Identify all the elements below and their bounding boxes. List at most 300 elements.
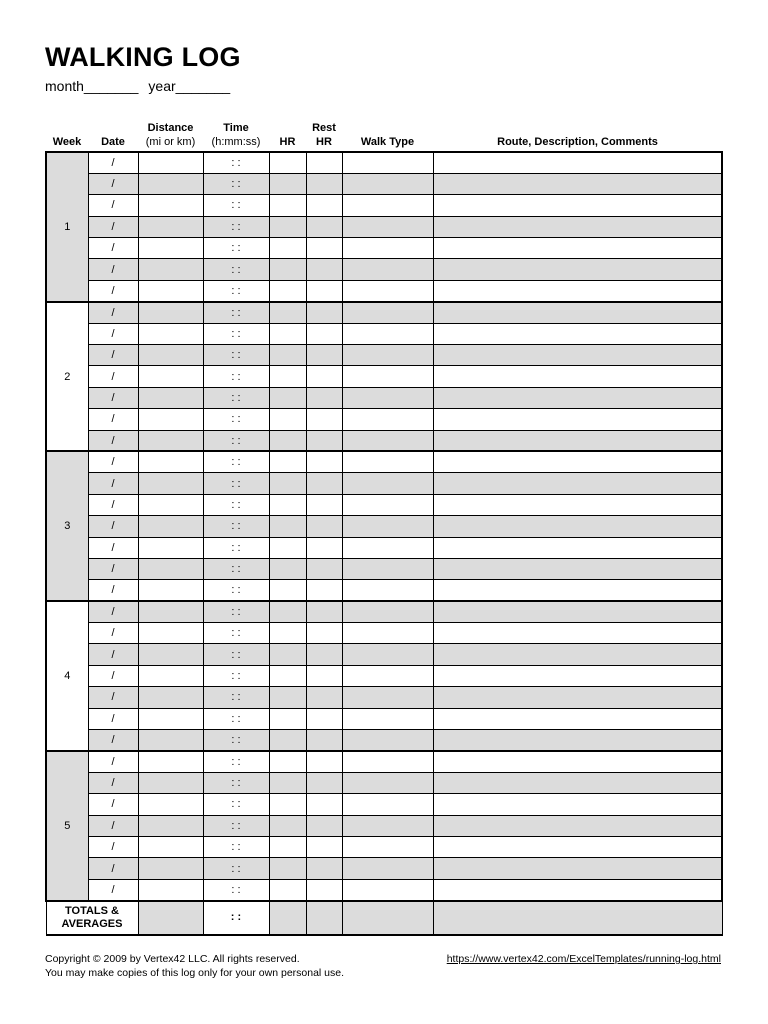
- distance-cell[interactable]: [138, 173, 203, 194]
- hr-cell[interactable]: [269, 173, 306, 194]
- distance-cell[interactable]: [138, 473, 203, 494]
- hr-cell[interactable]: [269, 152, 306, 173]
- hr-cell[interactable]: [269, 537, 306, 558]
- time-cell[interactable]: : :: [203, 152, 269, 173]
- walk-type-cell[interactable]: [342, 409, 433, 430]
- distance-cell[interactable]: [138, 879, 203, 900]
- rest-hr-cell[interactable]: [306, 623, 342, 644]
- table-row: [46, 794, 722, 815]
- header-week: Week: [52, 136, 82, 148]
- rest-hr-cell[interactable]: [306, 730, 342, 751]
- distance-cell[interactable]: [138, 858, 203, 879]
- table-row: [46, 730, 722, 751]
- walk-type-cell[interactable]: [342, 580, 433, 601]
- time-cell[interactable]: : :: [203, 623, 269, 644]
- walk-type-cell[interactable]: [342, 173, 433, 194]
- route-cell[interactable]: [433, 879, 722, 900]
- rest-hr-cell[interactable]: [306, 387, 342, 408]
- route-cell[interactable]: [433, 730, 722, 751]
- totals-time-cell[interactable]: : :: [203, 901, 269, 935]
- table-row: [46, 345, 722, 366]
- time-cell[interactable]: : :: [203, 216, 269, 237]
- table-row: [46, 580, 722, 601]
- date-cell[interactable]: /: [88, 473, 138, 494]
- rest-hr-cell[interactable]: [306, 280, 342, 301]
- route-cell[interactable]: [433, 580, 722, 601]
- date-cell[interactable]: /: [88, 730, 138, 751]
- hr-cell[interactable]: [269, 751, 306, 772]
- hr-cell[interactable]: [269, 644, 306, 665]
- route-cell[interactable]: [433, 345, 722, 366]
- walk-type-cell[interactable]: [342, 473, 433, 494]
- header-rest-hr: [306, 120, 342, 152]
- time-cell[interactable]: : :: [203, 387, 269, 408]
- route-cell[interactable]: [433, 409, 722, 430]
- hr-cell[interactable]: [269, 280, 306, 301]
- table-row: [46, 879, 722, 900]
- walk-type-cell[interactable]: [342, 152, 433, 173]
- date-cell[interactable]: /: [88, 772, 138, 793]
- route-cell[interactable]: [433, 366, 722, 387]
- route-cell[interactable]: [433, 195, 722, 216]
- rest-hr-cell[interactable]: [306, 516, 342, 537]
- walk-type-cell[interactable]: [342, 837, 433, 858]
- footer-copyright: [45, 952, 344, 980]
- header-time: [203, 120, 269, 152]
- table-row: [46, 173, 722, 194]
- route-cell[interactable]: [433, 430, 722, 451]
- rest-hr-cell[interactable]: [306, 302, 342, 323]
- time-cell[interactable]: : :: [203, 794, 269, 815]
- table-row: [46, 430, 722, 451]
- date-cell[interactable]: /: [88, 259, 138, 280]
- header-distance: [138, 120, 203, 152]
- walk-type-cell[interactable]: [342, 280, 433, 301]
- time-cell[interactable]: : :: [203, 323, 269, 344]
- date-cell[interactable]: /: [88, 302, 138, 323]
- hr-cell[interactable]: [269, 387, 306, 408]
- route-cell[interactable]: [433, 152, 722, 173]
- month-field[interactable]: month_______: [45, 78, 139, 94]
- date-cell[interactable]: /: [88, 708, 138, 729]
- date-cell[interactable]: /: [88, 558, 138, 579]
- distance-cell[interactable]: [138, 516, 203, 537]
- rest-hr-cell[interactable]: [306, 644, 342, 665]
- walk-type-cell[interactable]: [342, 558, 433, 579]
- hr-cell[interactable]: [269, 516, 306, 537]
- distance-cell[interactable]: [138, 259, 203, 280]
- hr-cell[interactable]: [269, 430, 306, 451]
- distance-cell[interactable]: [138, 345, 203, 366]
- hr-cell[interactable]: [269, 687, 306, 708]
- rest-hr-cell[interactable]: [306, 259, 342, 280]
- time-cell[interactable]: : :: [203, 730, 269, 751]
- distance-cell[interactable]: [138, 623, 203, 644]
- route-cell[interactable]: [433, 794, 722, 815]
- rest-hr-cell[interactable]: [306, 430, 342, 451]
- walk-type-cell[interactable]: [342, 623, 433, 644]
- rest-hr-cell[interactable]: [306, 451, 342, 472]
- time-cell[interactable]: : :: [203, 537, 269, 558]
- walk-type-cell[interactable]: [342, 708, 433, 729]
- date-cell[interactable]: /: [88, 815, 138, 836]
- time-cell[interactable]: : :: [203, 259, 269, 280]
- date-cell[interactable]: /: [88, 152, 138, 173]
- date-cell[interactable]: /: [88, 238, 138, 259]
- totals-label-line2: AVERAGES: [61, 917, 123, 930]
- hr-cell[interactable]: [269, 665, 306, 686]
- time-cell[interactable]: : :: [203, 430, 269, 451]
- walk-type-cell[interactable]: [342, 323, 433, 344]
- distance-cell[interactable]: [138, 601, 203, 622]
- date-cell[interactable]: /: [88, 537, 138, 558]
- distance-cell[interactable]: [138, 644, 203, 665]
- hr-cell[interactable]: [269, 708, 306, 729]
- rest-hr-cell[interactable]: [306, 580, 342, 601]
- walk-type-cell[interactable]: [342, 879, 433, 900]
- table-row: [46, 772, 722, 793]
- usage-text: You may make copies of this log only for your own personal use.: [45, 967, 345, 979]
- time-cell[interactable]: : :: [203, 238, 269, 259]
- rest-hr-cell[interactable]: [306, 366, 342, 387]
- date-cell[interactable]: /: [88, 858, 138, 879]
- footer-url-link[interactable]: https://www.vertex42.com/ExcelTemplates/running-log.html: [446, 953, 721, 965]
- walk-type-cell[interactable]: [342, 815, 433, 836]
- walk-type-cell[interactable]: [342, 195, 433, 216]
- table-row: [46, 558, 722, 579]
- distance-cell[interactable]: [138, 580, 203, 601]
- distance-cell[interactable]: [138, 494, 203, 515]
- table-row: [46, 302, 722, 323]
- rest-hr-cell[interactable]: [306, 708, 342, 729]
- rest-hr-cell[interactable]: [306, 558, 342, 579]
- table-row: [46, 238, 722, 259]
- route-cell[interactable]: [433, 238, 722, 259]
- walk-type-cell[interactable]: [342, 430, 433, 451]
- hr-cell[interactable]: [269, 858, 306, 879]
- header-distance-label: Distance: [147, 122, 194, 134]
- route-cell[interactable]: [433, 815, 722, 836]
- route-cell[interactable]: [433, 516, 722, 537]
- distance-cell[interactable]: [138, 430, 203, 451]
- walk-type-cell[interactable]: [342, 730, 433, 751]
- date-cell[interactable]: /: [88, 323, 138, 344]
- hr-cell[interactable]: [269, 772, 306, 793]
- date-cell[interactable]: /: [88, 451, 138, 472]
- date-cell[interactable]: /: [88, 516, 138, 537]
- rest-hr-cell[interactable]: [306, 794, 342, 815]
- time-cell[interactable]: : :: [203, 687, 269, 708]
- date-cell[interactable]: /: [88, 837, 138, 858]
- table-row: [46, 216, 722, 237]
- time-cell[interactable]: : :: [203, 302, 269, 323]
- route-cell[interactable]: [433, 216, 722, 237]
- rest-hr-cell[interactable]: [306, 772, 342, 793]
- time-cell[interactable]: : :: [203, 644, 269, 665]
- distance-cell[interactable]: [138, 366, 203, 387]
- date-cell[interactable]: /: [88, 601, 138, 622]
- totals-hr-cell[interactable]: [269, 901, 306, 935]
- walk-type-cell[interactable]: [342, 665, 433, 686]
- date-cell[interactable]: /: [88, 387, 138, 408]
- distance-cell[interactable]: [138, 216, 203, 237]
- table-row: [46, 409, 722, 430]
- rest-hr-cell[interactable]: [306, 879, 342, 900]
- rest-hr-cell[interactable]: [306, 858, 342, 879]
- hr-cell[interactable]: [269, 815, 306, 836]
- rest-hr-cell[interactable]: [306, 537, 342, 558]
- table-row: [46, 259, 722, 280]
- rest-hr-cell[interactable]: [306, 687, 342, 708]
- walk-type-cell[interactable]: [342, 537, 433, 558]
- distance-cell[interactable]: [138, 815, 203, 836]
- table-row: [46, 451, 722, 472]
- walk-type-cell[interactable]: [342, 451, 433, 472]
- time-cell[interactable]: : :: [203, 580, 269, 601]
- hr-cell[interactable]: [269, 409, 306, 430]
- date-cell[interactable]: /: [88, 345, 138, 366]
- header-date: Date: [101, 136, 125, 148]
- rest-hr-cell[interactable]: [306, 601, 342, 622]
- walk-type-cell[interactable]: [342, 302, 433, 323]
- walk-type-cell[interactable]: [342, 644, 433, 665]
- route-cell[interactable]: [433, 772, 722, 793]
- header-rest-hr-label: HR: [316, 136, 332, 148]
- distance-cell[interactable]: [138, 708, 203, 729]
- route-cell[interactable]: [433, 623, 722, 644]
- route-cell[interactable]: [433, 451, 722, 472]
- walk-type-cell[interactable]: [342, 516, 433, 537]
- time-cell[interactable]: : :: [203, 451, 269, 472]
- walk-type-cell[interactable]: [342, 259, 433, 280]
- route-cell[interactable]: [433, 665, 722, 686]
- time-cell[interactable]: : :: [203, 473, 269, 494]
- time-cell[interactable]: : :: [203, 558, 269, 579]
- hr-cell[interactable]: [269, 238, 306, 259]
- walk-type-cell[interactable]: [342, 772, 433, 793]
- distance-cell[interactable]: [138, 751, 203, 772]
- time-cell[interactable]: : :: [203, 815, 269, 836]
- week-number-cell: 2: [46, 302, 88, 452]
- rest-hr-cell[interactable]: [306, 195, 342, 216]
- header-time-format: (h:mm:ss): [211, 136, 261, 148]
- header-distance-unit: (mi or km): [145, 136, 196, 148]
- totals-walk-type-cell[interactable]: [342, 901, 433, 935]
- hr-cell[interactable]: [269, 730, 306, 751]
- time-cell[interactable]: : :: [203, 516, 269, 537]
- hr-cell[interactable]: [269, 580, 306, 601]
- walk-type-cell[interactable]: [342, 601, 433, 622]
- distance-cell[interactable]: [138, 772, 203, 793]
- table-row: [46, 387, 722, 408]
- route-cell[interactable]: [433, 537, 722, 558]
- hr-cell[interactable]: [269, 259, 306, 280]
- time-cell[interactable]: : :: [203, 280, 269, 301]
- date-cell[interactable]: /: [88, 665, 138, 686]
- route-cell[interactable]: [433, 751, 722, 772]
- route-cell[interactable]: [433, 708, 722, 729]
- hr-cell[interactable]: [269, 837, 306, 858]
- time-cell[interactable]: : :: [203, 494, 269, 515]
- time-cell[interactable]: : :: [203, 173, 269, 194]
- rest-hr-cell[interactable]: [306, 815, 342, 836]
- route-cell[interactable]: [433, 558, 722, 579]
- table-row: [46, 751, 722, 772]
- time-cell[interactable]: : :: [203, 601, 269, 622]
- distance-cell[interactable]: [138, 730, 203, 751]
- date-cell[interactable]: /: [88, 580, 138, 601]
- table-row: [46, 858, 722, 879]
- distance-cell[interactable]: [138, 409, 203, 430]
- date-cell[interactable]: /: [88, 216, 138, 237]
- route-cell[interactable]: [433, 473, 722, 494]
- log-body: [46, 152, 722, 901]
- walk-type-cell[interactable]: [342, 238, 433, 259]
- table-row: [46, 195, 722, 216]
- distance-cell[interactable]: [138, 387, 203, 408]
- header-rest-label: Rest: [312, 122, 336, 134]
- distance-cell[interactable]: [138, 537, 203, 558]
- hr-cell[interactable]: [269, 794, 306, 815]
- table-row: [46, 644, 722, 665]
- rest-hr-cell[interactable]: [306, 751, 342, 772]
- walk-type-cell[interactable]: [342, 794, 433, 815]
- rest-hr-cell[interactable]: [306, 238, 342, 259]
- totals-route-cell[interactable]: [433, 901, 722, 935]
- totals-row: [46, 901, 722, 935]
- hr-cell[interactable]: [269, 558, 306, 579]
- rest-hr-cell[interactable]: [306, 665, 342, 686]
- date-cell[interactable]: /: [88, 494, 138, 515]
- date-cell[interactable]: /: [88, 879, 138, 900]
- hr-cell[interactable]: [269, 494, 306, 515]
- distance-cell[interactable]: [138, 794, 203, 815]
- time-cell[interactable]: : :: [203, 665, 269, 686]
- route-cell[interactable]: [433, 601, 722, 622]
- date-cell[interactable]: /: [88, 794, 138, 815]
- rest-hr-cell[interactable]: [306, 173, 342, 194]
- time-cell[interactable]: : :: [203, 708, 269, 729]
- table-row: [46, 623, 722, 644]
- rest-hr-cell[interactable]: [306, 216, 342, 237]
- time-cell[interactable]: : :: [203, 409, 269, 430]
- table-row: [46, 837, 722, 858]
- route-cell[interactable]: [433, 387, 722, 408]
- rest-hr-cell[interactable]: [306, 409, 342, 430]
- distance-cell[interactable]: [138, 302, 203, 323]
- table-row: [46, 280, 722, 301]
- date-cell[interactable]: /: [88, 173, 138, 194]
- time-cell[interactable]: : :: [203, 772, 269, 793]
- hr-cell[interactable]: [269, 216, 306, 237]
- month-year-line: [45, 78, 230, 94]
- week-number-cell: 4: [46, 601, 88, 751]
- time-cell[interactable]: : :: [203, 195, 269, 216]
- date-cell[interactable]: /: [88, 366, 138, 387]
- hr-cell[interactable]: [269, 623, 306, 644]
- table-row: [46, 366, 722, 387]
- date-cell[interactable]: /: [88, 644, 138, 665]
- rest-hr-cell[interactable]: [306, 152, 342, 173]
- walk-type-cell[interactable]: [342, 858, 433, 879]
- rest-hr-cell[interactable]: [306, 837, 342, 858]
- hr-cell[interactable]: [269, 366, 306, 387]
- date-cell[interactable]: /: [88, 195, 138, 216]
- date-cell[interactable]: /: [88, 280, 138, 301]
- date-cell[interactable]: /: [88, 409, 138, 430]
- totals-distance-cell[interactable]: [138, 901, 203, 935]
- walk-type-cell[interactable]: [342, 494, 433, 515]
- route-cell[interactable]: [433, 644, 722, 665]
- hr-cell[interactable]: [269, 451, 306, 472]
- time-cell[interactable]: : :: [203, 858, 269, 879]
- route-cell[interactable]: [433, 259, 722, 280]
- distance-cell[interactable]: [138, 837, 203, 858]
- time-cell[interactable]: : :: [203, 879, 269, 900]
- date-cell[interactable]: /: [88, 623, 138, 644]
- route-cell[interactable]: [433, 837, 722, 858]
- rest-hr-cell[interactable]: [306, 345, 342, 366]
- hr-cell[interactable]: [269, 345, 306, 366]
- hr-cell[interactable]: [269, 302, 306, 323]
- time-cell[interactable]: : :: [203, 345, 269, 366]
- distance-cell[interactable]: [138, 558, 203, 579]
- route-cell[interactable]: [433, 858, 722, 879]
- walk-type-cell[interactable]: [342, 345, 433, 366]
- walk-type-cell[interactable]: [342, 366, 433, 387]
- route-cell[interactable]: [433, 173, 722, 194]
- route-cell[interactable]: [433, 494, 722, 515]
- walk-type-cell[interactable]: [342, 387, 433, 408]
- hr-cell[interactable]: [269, 473, 306, 494]
- walking-log-table: [45, 120, 723, 936]
- totals-rest-hr-cell[interactable]: [306, 901, 342, 935]
- hr-cell[interactable]: [269, 195, 306, 216]
- distance-cell[interactable]: [138, 451, 203, 472]
- hr-cell[interactable]: [269, 601, 306, 622]
- rest-hr-cell[interactable]: [306, 473, 342, 494]
- time-cell[interactable]: : :: [203, 366, 269, 387]
- header-route: Route, Description, Comments: [497, 136, 658, 148]
- table-row: [46, 815, 722, 836]
- route-cell[interactable]: [433, 323, 722, 344]
- distance-cell[interactable]: [138, 323, 203, 344]
- distance-cell[interactable]: [138, 152, 203, 173]
- walk-type-cell[interactable]: [342, 216, 433, 237]
- date-cell[interactable]: /: [88, 430, 138, 451]
- hr-cell[interactable]: [269, 879, 306, 900]
- rest-hr-cell[interactable]: [306, 323, 342, 344]
- route-cell[interactable]: [433, 302, 722, 323]
- time-cell[interactable]: : :: [203, 751, 269, 772]
- time-cell[interactable]: : :: [203, 837, 269, 858]
- distance-cell[interactable]: [138, 195, 203, 216]
- route-cell[interactable]: [433, 687, 722, 708]
- hr-cell[interactable]: [269, 323, 306, 344]
- date-cell[interactable]: /: [88, 751, 138, 772]
- year-field[interactable]: year_______: [148, 78, 231, 94]
- distance-cell[interactable]: [138, 238, 203, 259]
- walk-type-cell[interactable]: [342, 687, 433, 708]
- rest-hr-cell[interactable]: [306, 494, 342, 515]
- distance-cell[interactable]: [138, 687, 203, 708]
- walk-type-cell[interactable]: [342, 751, 433, 772]
- table-row: [46, 537, 722, 558]
- distance-cell[interactable]: [138, 280, 203, 301]
- distance-cell[interactable]: [138, 665, 203, 686]
- route-cell[interactable]: [433, 280, 722, 301]
- date-cell[interactable]: /: [88, 687, 138, 708]
